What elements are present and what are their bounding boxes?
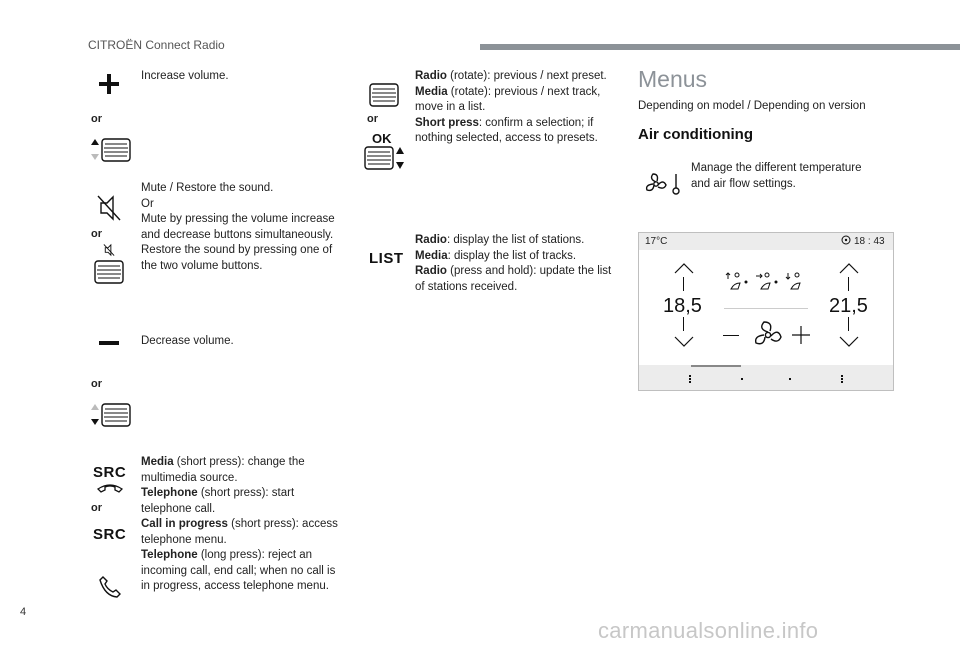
short-press-desc: : confirm a selection; if nothing selected, access to presets. [415, 116, 598, 144]
or-label: or [91, 228, 102, 240]
mute-text [141, 181, 336, 274]
menus-subtitle: Depending on model / Depending on version [638, 100, 866, 112]
outside-temperature: 17°C [645, 236, 668, 247]
src-label: SRC [93, 526, 127, 543]
mute-line: Mute by pressing the volume increase and decrease buttons simultaneously. [141, 213, 335, 241]
or-label: or [367, 113, 378, 125]
telephone-long-desc: (long press): reject an incoming call, end call; when no call is in progress, access telephone menu. [141, 549, 336, 592]
fan-increase-button[interactable] [791, 325, 811, 350]
active-tab-indicator [691, 365, 741, 367]
right-temp-down-button[interactable] [838, 335, 860, 354]
src-label: SRC [93, 464, 127, 481]
media-label: Media [415, 249, 448, 262]
fan-icon [753, 320, 783, 355]
plus-icon [97, 72, 121, 96]
dot-icon[interactable] [741, 378, 743, 380]
telephone-desc: (short press): start telephone call. [141, 487, 295, 515]
volume-down-text: Decrease volume. [141, 335, 234, 347]
radio-label: Radio [415, 234, 447, 246]
left-temp-up-button[interactable] [673, 261, 695, 280]
ok-wheel-icon [362, 144, 408, 172]
climate-icon [644, 171, 684, 197]
media-label: Media [415, 85, 448, 98]
short-press-label: Short press [415, 116, 479, 129]
mute-line: Mute / Restore the sound. [141, 182, 274, 194]
telephone-label: Telephone [141, 487, 198, 499]
wheel-icon [367, 81, 401, 109]
airflow-head-icon [726, 273, 747, 289]
air-flow-modes [724, 271, 814, 300]
media-label: Media [141, 456, 174, 468]
header-bar [480, 44, 960, 50]
call-in-progress-desc: (short press): access telephone menu. [141, 518, 338, 546]
list-label: LIST [369, 250, 404, 267]
mute-line: Restore the sound by pressing one of the two volume buttons. [141, 244, 333, 272]
left-temp-divider [683, 277, 684, 291]
mute-line: Or [141, 197, 154, 210]
left-temp-down-button[interactable] [673, 335, 695, 354]
header-title: CITROËN Connect Radio [88, 38, 225, 52]
left-temp-divider [683, 317, 684, 331]
right-temperature: 21,5 [829, 295, 868, 317]
phone-pickup-icon [95, 481, 125, 495]
airflow-body-icon [756, 273, 777, 289]
list-text [415, 233, 613, 295]
right-temp-divider [848, 277, 849, 291]
page-number: 4 [20, 606, 27, 618]
ac-text: Manage the different temperature and air flow settings. [691, 162, 862, 190]
screen-status-bar [639, 233, 893, 250]
airflow-feet-icon [786, 273, 800, 289]
menu-dots-icon[interactable] [689, 375, 691, 377]
watermark: carmanualsonline.info [598, 618, 819, 643]
radio-desc: : display the list of stations. [446, 234, 585, 246]
screen-bottom-bar [639, 365, 893, 390]
air-conditioning-title: Air conditioning [638, 126, 753, 143]
volume-up-text: Increase volume. [141, 70, 229, 82]
src-text [141, 455, 341, 595]
right-temp-up-button[interactable] [838, 261, 860, 280]
left-temperature: 18,5 [663, 295, 702, 317]
ok-label: OK [372, 131, 392, 146]
radio-hold-label: Radio [415, 265, 447, 277]
volume-down-wheel-icon [88, 401, 132, 429]
dot-icon[interactable] [789, 378, 791, 380]
wheel-icon [92, 258, 126, 286]
clock-icon [841, 235, 851, 248]
fan-decrease-button[interactable] [723, 335, 739, 336]
radio-label: Radio [415, 70, 447, 82]
ac-screen [638, 232, 894, 391]
mute-icon [95, 193, 123, 223]
radio-hold-desc: (press and hold): update the list of stations received. [415, 265, 612, 293]
media-desc: (rotate): previous / next track, move in a list. [415, 85, 601, 113]
right-temp-divider [848, 317, 849, 331]
menu-dots-icon[interactable] [841, 375, 843, 377]
call-in-progress-label: Call in progress [141, 518, 228, 530]
clock-time: 18 : 43 [854, 236, 885, 247]
mute-small-icon [102, 243, 116, 257]
or-label: or [91, 502, 102, 514]
minus-icon [97, 338, 121, 348]
phone-icon [97, 574, 123, 600]
media-desc: (short press): change the multimedia source. [141, 456, 305, 484]
screen-divider [724, 308, 808, 309]
or-label: or [91, 378, 102, 390]
telephone-long-label: Telephone [141, 549, 198, 561]
media-desc: : display the list of tracks. [447, 249, 577, 262]
menus-title: Menus [638, 66, 708, 92]
rotate-text [415, 69, 613, 147]
radio-desc: (rotate): previous / next preset. [446, 70, 607, 82]
or-label: or [91, 113, 102, 125]
volume-up-wheel-icon [88, 136, 132, 164]
